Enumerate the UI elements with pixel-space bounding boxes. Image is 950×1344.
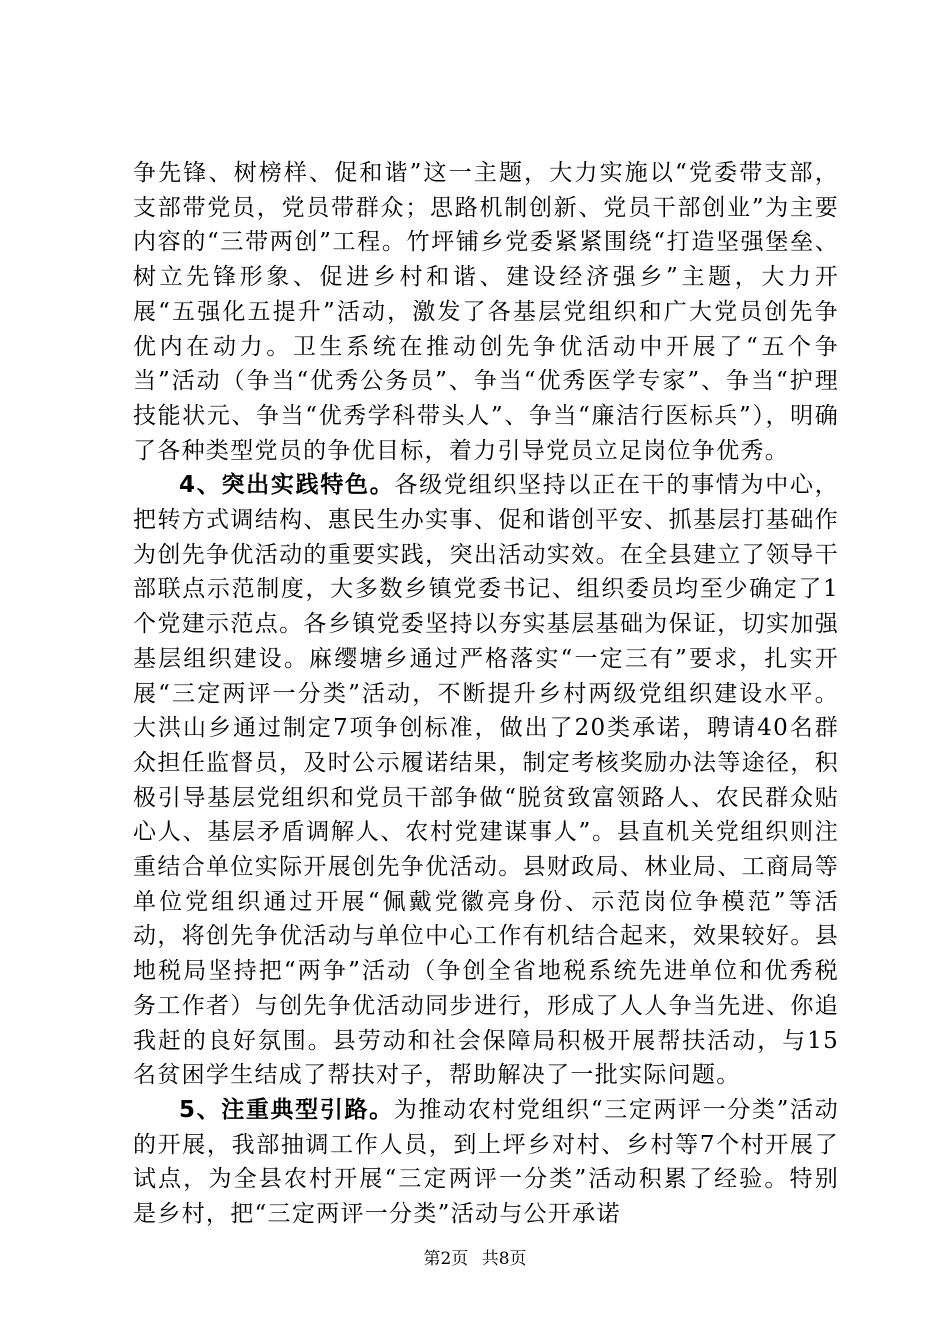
paragraph-text: 为推动农村党组织“三定两评一分类”活动的开展，我部抽调工作人员，到上坪乡对村、乡村等7个村开展了试点，为全县农村开展“三定两评一分类”活动积累了经验。特别是乡村，把“三定两评一分类”活动与公开承诺 [133,1096,839,1228]
paragraph-practice [133,468,839,1093]
page-total: 共8页 [481,1249,527,1269]
paragraph-text: 各级党组织坚持以正在干的事情为中心，把转方式调结构、惠民生办实事、促和谐创平安、抓基层打基础作为创先争优活动的重要实践，突出活动实效。在全县建立了领导干部联点示范制度，大多数乡镇党委书记、组织委员均至少确定了1个党建示范点。各乡镇党委坚持以夯实基层基础为保证，切实加强基层组织建设。麻缨塘乡通过严格落实“一定三有”要求，扎实开展“三定两评一分类”活动，不断提升乡村两级党组织建设水平。大洪山乡通过制定7项争创标准，做出了20类承诺，聘请40名群众担任监督员，及时公示履诺结果，制定考核奖励办法等途径，积极引导基层党组织和党员干部争做“脱贫致富领路人、农民群众贴心人、基层矛盾调解人、农村党建谋事人”。县直机关党组织则注重结合单位实际开展创先争优活动。县财政局、林业局、工商局等单位党组织通过开展“佩戴党徽亮身份、示范岗位争模范”等活动，将创先争优活动与单位中心工作有机结合起来，效果较好。县地税局坚持把“两争”活动（争创全省地税系统先进单位和优秀税务工作者）与创先争优活动同步进行，形成了人人争当先进、你追我赶的良好氛围。县劳动和社会保障局积极开展帮扶活动，与15名贫困学生结成了帮扶对子，帮助解决了一批实际问题。 [133,472,839,1089]
section-heading-practice: 4、突出实践特色。 [179,472,395,499]
section-heading-typical: 5、注重典型引路。 [179,1096,394,1123]
paragraph-continuation [133,156,839,468]
paragraph-typical [133,1093,839,1232]
page-footer [0,1244,950,1269]
paragraph-text: 争先锋、树榜样、促和谐”这一主题，大力实施以“党委带支部，支部带党员，党员带群众；思路机制创新、党员干部创业”为主要内容的“三带两创”工程。竹坪铺乡党委紧紧围绕“打造坚强堡垒、树立先锋形象、促进乡村和谐、建设经济强乡”主题，大力开展“五强化五提升”活动，激发了各基层党组织和广大党员创先争优内在动力。卫生系统在推动创先争优活动中开展了“五个争当”活动（争当“优秀公务员”、争当“优秀医学专家”、争当“护理技能状元、争当“优秀学科带头人”、争当“廉洁行医标兵”），明确了各种类型党员的争优目标，着力引导党员立足岗位争优秀。 [133,160,839,464]
document-body [133,156,839,1232]
page-number: 第2页 [423,1249,469,1269]
